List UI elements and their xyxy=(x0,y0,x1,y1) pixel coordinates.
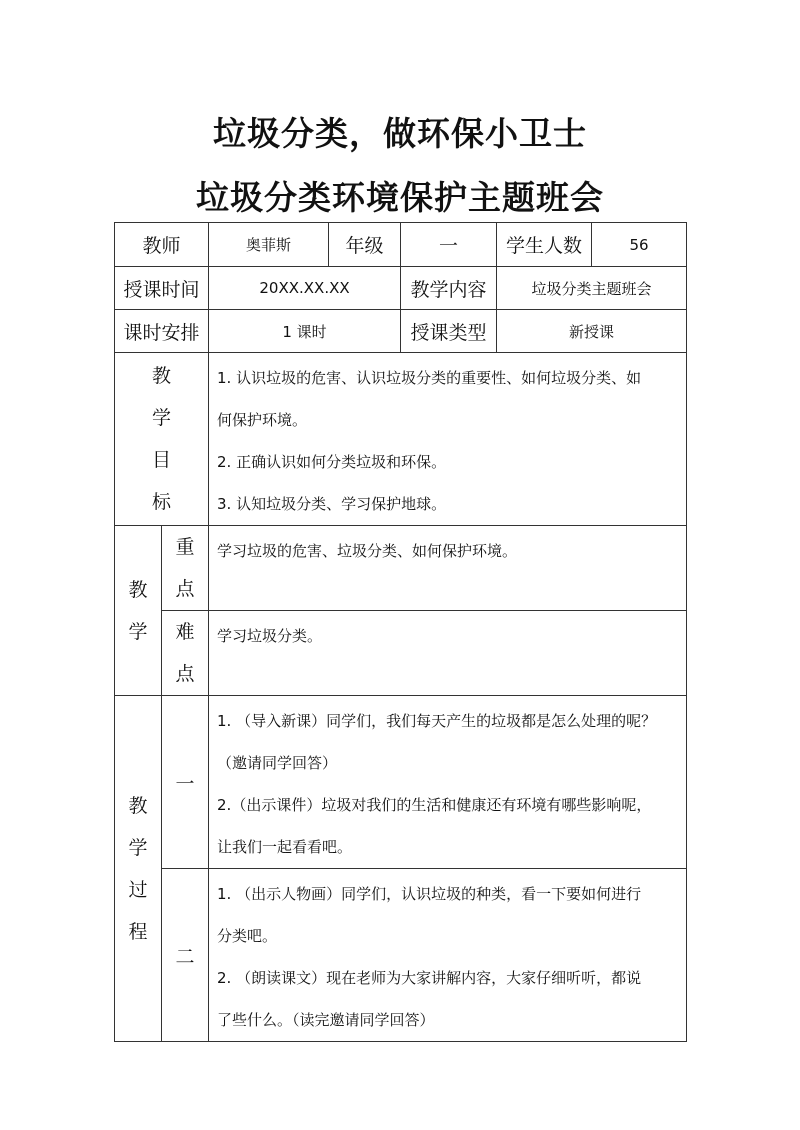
info-row-2 xyxy=(115,267,687,310)
objectives-content xyxy=(209,353,687,526)
content-value: 垃圾分类主题班会 xyxy=(497,267,687,310)
teacher-label: 教师 xyxy=(115,223,209,267)
step2-line: 分类吧。 xyxy=(217,927,278,945)
grade-value: 一 xyxy=(401,223,497,267)
time-label: 授课时间 xyxy=(115,267,209,310)
students-value: 56 xyxy=(592,223,687,267)
step1-line: （邀请同学回答） xyxy=(217,754,338,772)
objective-line: 3. 认知垃圾分类、学习保护地球。 xyxy=(217,495,447,513)
hours-label: 课时安排 xyxy=(115,310,209,353)
grade-label: 年级 xyxy=(329,223,401,267)
objectives-row xyxy=(115,353,687,526)
title-line-2: 垃圾分类环境保护主题班会 xyxy=(196,178,604,217)
title-line-1: 垃圾分类，做环保小卫士 xyxy=(213,114,587,153)
info-row-3 xyxy=(115,310,687,353)
info-row-1 xyxy=(115,223,687,267)
objectives-label: 教 学 目 标 xyxy=(115,353,209,526)
step1-line: 1. （导入新课）同学们，我们每天产生的垃圾都是怎么处理的呢？ xyxy=(217,712,657,730)
key-outer-label: 教 学 xyxy=(115,526,162,696)
objective-line: 1. 认识垃圾的危害、认识垃圾分类的重要性、如何垃圾分类、如 xyxy=(217,369,642,387)
difficult-point-text: 学习垃圾分类。 xyxy=(209,611,687,696)
objective-line: 何保护环境。 xyxy=(217,411,308,429)
type-value: 新授课 xyxy=(497,310,687,353)
process-step2-row xyxy=(115,869,687,1042)
step1-label: 一 xyxy=(162,696,209,869)
time-value: 20XX.XX.XX xyxy=(209,267,401,310)
step1-line: 2.（出示课件）垃圾对我们的生活和健康还有环境有哪些影响呢， xyxy=(217,796,652,814)
lesson-plan-table xyxy=(114,222,687,1042)
teacher-value: 奥菲斯 xyxy=(209,223,329,267)
step2-line: 1. （出示人物画）同学们，认识垃圾的种类，看一下要如何进行 xyxy=(217,885,642,903)
key-point-label: 重 点 xyxy=(162,526,209,611)
students-label: 学生人数 xyxy=(497,223,592,267)
content-label: 教学内容 xyxy=(401,267,497,310)
step2-content xyxy=(209,869,687,1042)
process-label: 教 学 过 程 xyxy=(115,696,162,1042)
key-point-row xyxy=(115,526,687,611)
step2-label: 二 xyxy=(162,869,209,1042)
difficult-point-row xyxy=(115,611,687,696)
step1-line: 让我们一起看看吧。 xyxy=(217,838,353,856)
step2-line: 2. （朗读课文）现在老师为大家讲解内容，大家仔细听听，都说 xyxy=(217,969,642,987)
step2-line: 了些什么。（读完邀请同学回答） xyxy=(217,1011,435,1029)
process-step1-row xyxy=(115,696,687,869)
type-label: 授课类型 xyxy=(401,310,497,353)
objective-line: 2. 正确认识如何分类垃圾和环保。 xyxy=(217,453,447,471)
key-point-text: 学习垃圾的危害、垃圾分类、如何保护环境。 xyxy=(209,526,687,611)
hours-value: 1 课时 xyxy=(209,310,401,353)
difficult-point-label: 难 点 xyxy=(162,611,209,696)
step1-content xyxy=(209,696,687,869)
